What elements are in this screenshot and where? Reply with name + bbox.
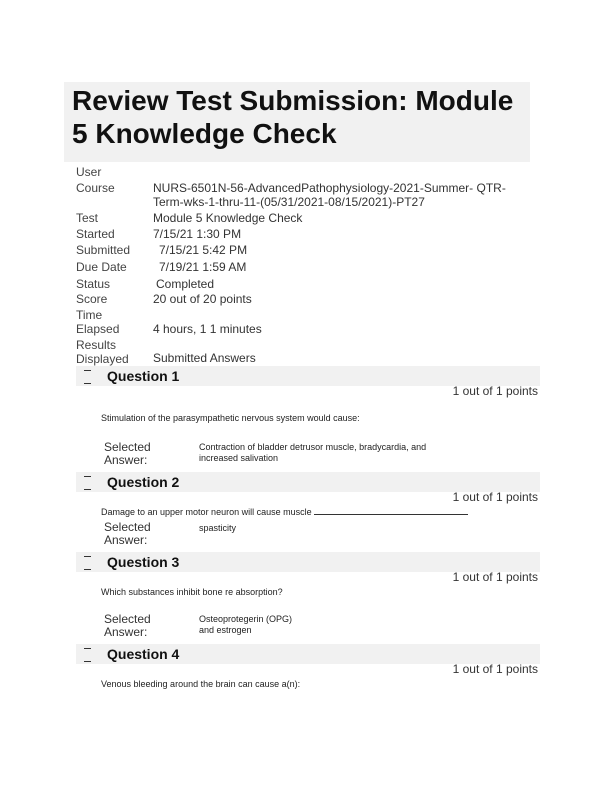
detail-label-time-line-1: Time <box>76 308 103 322</box>
page-title-line-2: 5 Knowledge Check <box>72 118 337 149</box>
detail-label-time-line-2: Elapsed <box>76 322 120 336</box>
question-2-text <box>101 506 541 518</box>
answer-line-2: and estrogen <box>199 625 252 635</box>
detail-value-course-line-1: NURS-6501N-56-AdvancedPathophysiology-2021-Summer- QTR- <box>153 181 506 195</box>
question-3-title: Question 3 <box>107 554 180 570</box>
question-1-title: Question 1 <box>107 368 180 384</box>
question-3-text: Which substances inhibit bone re absorption? <box>101 587 283 597</box>
collapse-icon[interactable] <box>84 556 91 570</box>
detail-value-time-elapsed: 4 hours, 1 1 minutes <box>153 322 262 336</box>
page-title-line-1: Review Test Submission: Module <box>72 85 514 116</box>
detail-label-test: Test <box>76 211 99 225</box>
question-1-text: Stimulation of the parasympathetic nervous system would cause: <box>101 413 360 423</box>
selected-label-line-1: Selected <box>104 612 151 626</box>
answer-line-1: Contraction of bladder detrusor muscle, bradycardia, and <box>199 442 427 452</box>
detail-value-status: Completed <box>156 277 215 291</box>
question-2-header[interactable] <box>76 472 540 492</box>
detail-label-started: Started <box>76 227 115 241</box>
question-2-selected-label <box>104 521 174 547</box>
collapse-icon[interactable] <box>84 476 91 490</box>
question-1-points: 1 out of 1 points <box>452 384 538 398</box>
detail-value-started: 7/15/21 1:30 PM <box>153 227 242 241</box>
detail-value-due-date: 7/19/21 1:59 AM <box>159 260 247 274</box>
detail-label-results-line-2: Displayed <box>76 352 129 366</box>
detail-label-course: Course <box>76 181 115 195</box>
answer-line-1: Osteoprotegerin (OPG) <box>199 614 293 624</box>
question-2-answer <box>199 523 489 534</box>
question-1-selected-label <box>104 441 174 467</box>
page-title <box>72 84 532 150</box>
question-2-text-content: Damage to an upper motor neuron will cause muscle <box>101 507 312 517</box>
fill-in-blank-line <box>314 506 468 515</box>
selected-label-line-2: Answer: <box>104 453 148 467</box>
detail-value-score: 20 out of 20 points <box>153 292 252 306</box>
collapse-icon[interactable] <box>84 648 91 662</box>
question-2-title: Question 2 <box>107 474 180 490</box>
selected-label-line-2: Answer: <box>104 625 148 639</box>
detail-label-due-date: Due Date <box>76 260 127 274</box>
question-4-title: Question 4 <box>107 646 180 662</box>
question-2-points: 1 out of 1 points <box>452 490 538 504</box>
collapse-icon[interactable] <box>84 370 91 384</box>
detail-label-status: Status <box>76 277 111 291</box>
question-4-text: Venous bleeding around the brain can cause a(n): <box>101 679 301 689</box>
question-3-header[interactable] <box>76 552 540 572</box>
question-1-header[interactable] <box>76 366 540 386</box>
question-1-answer <box>199 442 489 464</box>
selected-label-line-1: Selected <box>104 440 151 454</box>
question-3-points: 1 out of 1 points <box>452 570 538 584</box>
detail-value-results-displayed: Submitted Answers <box>153 351 256 365</box>
question-3-selected-label <box>104 613 174 639</box>
question-4-points: 1 out of 1 points <box>452 662 538 676</box>
detail-value-submitted: 7/15/21 5:42 PM <box>159 243 248 257</box>
detail-label-user: User <box>76 165 102 179</box>
selected-label-line-2: Answer: <box>104 533 148 547</box>
selected-label-line-1: Selected <box>104 520 151 534</box>
detail-value-course-line-2: Term-wks-1-thru-11-(05/31/2021-08/15/2021)-PT27 <box>153 195 425 209</box>
question-3-answer <box>199 614 489 636</box>
answer-line-2: increased salivation <box>199 453 279 463</box>
detail-label-score: Score <box>76 292 108 306</box>
question-4-header[interactable] <box>76 644 540 664</box>
detail-label-submitted: Submitted <box>76 243 131 257</box>
answer-line-1: spasticity <box>199 523 237 533</box>
detail-label-results-line-1: Results <box>76 338 117 352</box>
detail-value-test: Module 5 Knowledge Check <box>153 211 303 225</box>
